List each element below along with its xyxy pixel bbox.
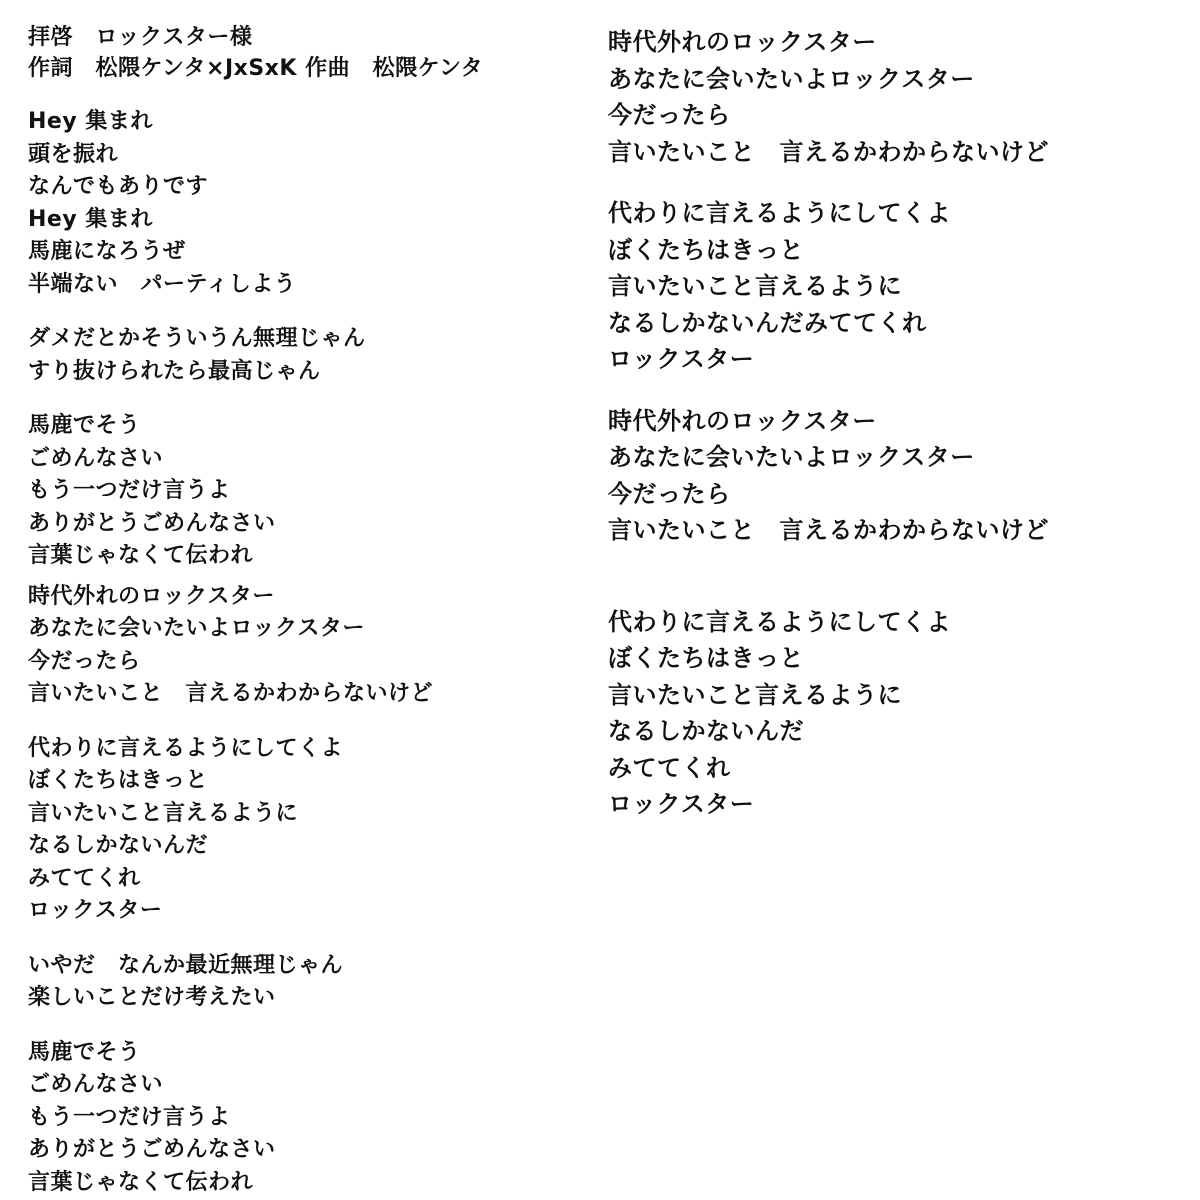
lyric-line: 時代外れのロックスター — [608, 406, 877, 435]
lyric-line: 今だったら — [608, 101, 731, 129]
lyric-stanza — [28, 581, 588, 711]
lyric-line: あなたに会いたいよロックスター — [28, 616, 365, 641]
lyric-stanza — [608, 403, 1188, 549]
lyric-line: Hey 集まれ — [28, 109, 153, 134]
left-column — [28, 22, 588, 1200]
lyric-line: 代わりに言えるようにしてくよ — [608, 199, 951, 227]
lyric-line: 言葉じゃなくて伝われ — [28, 1169, 254, 1195]
lyric-line: 言いたいこと 言えるかわからないけど — [608, 516, 1049, 544]
lyric-line: ぼくたちはきっと — [28, 768, 209, 793]
lyric-line: ごめんなさい — [28, 1072, 164, 1097]
lyric-line: 今だったら — [28, 648, 141, 674]
lyric-line: ロックスター — [608, 345, 755, 373]
lyric-line: ぼくたちはきっと — [608, 235, 804, 264]
lyric-line: なるしかないんだ — [28, 833, 209, 858]
lyric-line: もう一つだけ言うよ — [28, 478, 231, 503]
lyric-line: なるしかないんだみててくれ — [608, 308, 927, 337]
lyric-line: もう一つだけ言うよ — [28, 1104, 231, 1130]
lyric-line: 言いたいこと 言えるかわからないけど — [28, 681, 434, 706]
lyric-stanza — [608, 604, 1188, 823]
lyric-line: 馬鹿でそう — [28, 1039, 141, 1065]
lyric-line: なるしかないんだ — [608, 717, 804, 745]
lyric-line: ありがとうごめんなさい — [28, 510, 276, 536]
lyric-line: 時代外れのロックスター — [608, 28, 877, 56]
lyric-stanza — [608, 24, 1188, 170]
lyric-line: ぼくたちはきっと — [608, 644, 804, 672]
song-title: 拝啓 ロックスター様 — [28, 25, 253, 50]
song-credits: 作詞 松隈ケンタ×JxSxK 作曲 松隈ケンタ — [28, 56, 484, 81]
lyric-stanza — [28, 410, 588, 573]
lyric-line: なんでもありです — [28, 174, 209, 199]
lyric-stanza — [28, 106, 588, 301]
lyric-line: あなたに会いたいよロックスター — [608, 64, 975, 93]
lyric-line: 馬鹿になろうぜ — [28, 239, 186, 264]
lyric-line: 言いたいこと 言えるかわからないけど — [608, 137, 1049, 166]
lyric-line: ロックスター — [608, 790, 755, 818]
lyric-line: 今だったら — [608, 479, 731, 508]
lyric-line: ロックスター — [28, 898, 163, 923]
lyric-line: 言葉じゃなくて伝われ — [28, 543, 254, 568]
lyric-line: 言いたいこと言えるように — [28, 800, 299, 826]
lyric-line: みててくれ — [608, 753, 731, 782]
lyric-line: 半端ない パーティしよう — [28, 271, 297, 297]
lyric-line: すり抜けられたら最高じゃん — [28, 358, 321, 384]
lyric-line: 馬鹿でそう — [28, 413, 141, 438]
lyric-line: みててくれ — [28, 865, 141, 891]
lyric-line: 言いたいこと言えるように — [608, 272, 902, 300]
lyric-line: 時代外れのロックスター — [28, 583, 275, 609]
lyric-line: ごめんなさい — [28, 445, 164, 471]
lyric-line: いやだ なんか最近無理じゃん — [28, 952, 344, 978]
lyric-line: 言いたいこと言えるように — [608, 680, 902, 709]
lyric-line: 代わりに言えるようにしてくよ — [28, 735, 344, 761]
lyric-line: 代わりに言えるようにしてくよ — [608, 607, 951, 636]
lyric-stanza — [28, 733, 588, 928]
lyric-line: 頭を振れ — [28, 141, 119, 167]
lyric-line: 楽しいことだけ考えたい — [28, 985, 276, 1010]
left-stanzas — [28, 106, 588, 1199]
lyric-line: あなたに会いたいよロックスター — [608, 443, 975, 471]
lyric-line: ありがとうごめんなさい — [28, 1137, 276, 1162]
lyric-line: Hey 集まれ — [28, 206, 153, 232]
lyric-stanza — [28, 1037, 588, 1200]
lyric-line: ダメだとかそういうん無理じゃん — [28, 326, 366, 351]
lyric-stanza — [28, 950, 588, 1015]
lyric-stanza — [28, 323, 588, 388]
header — [28, 22, 588, 84]
lyric-stanza — [608, 195, 1188, 378]
right-column — [608, 24, 1188, 848]
right-stanzas — [608, 24, 1188, 823]
